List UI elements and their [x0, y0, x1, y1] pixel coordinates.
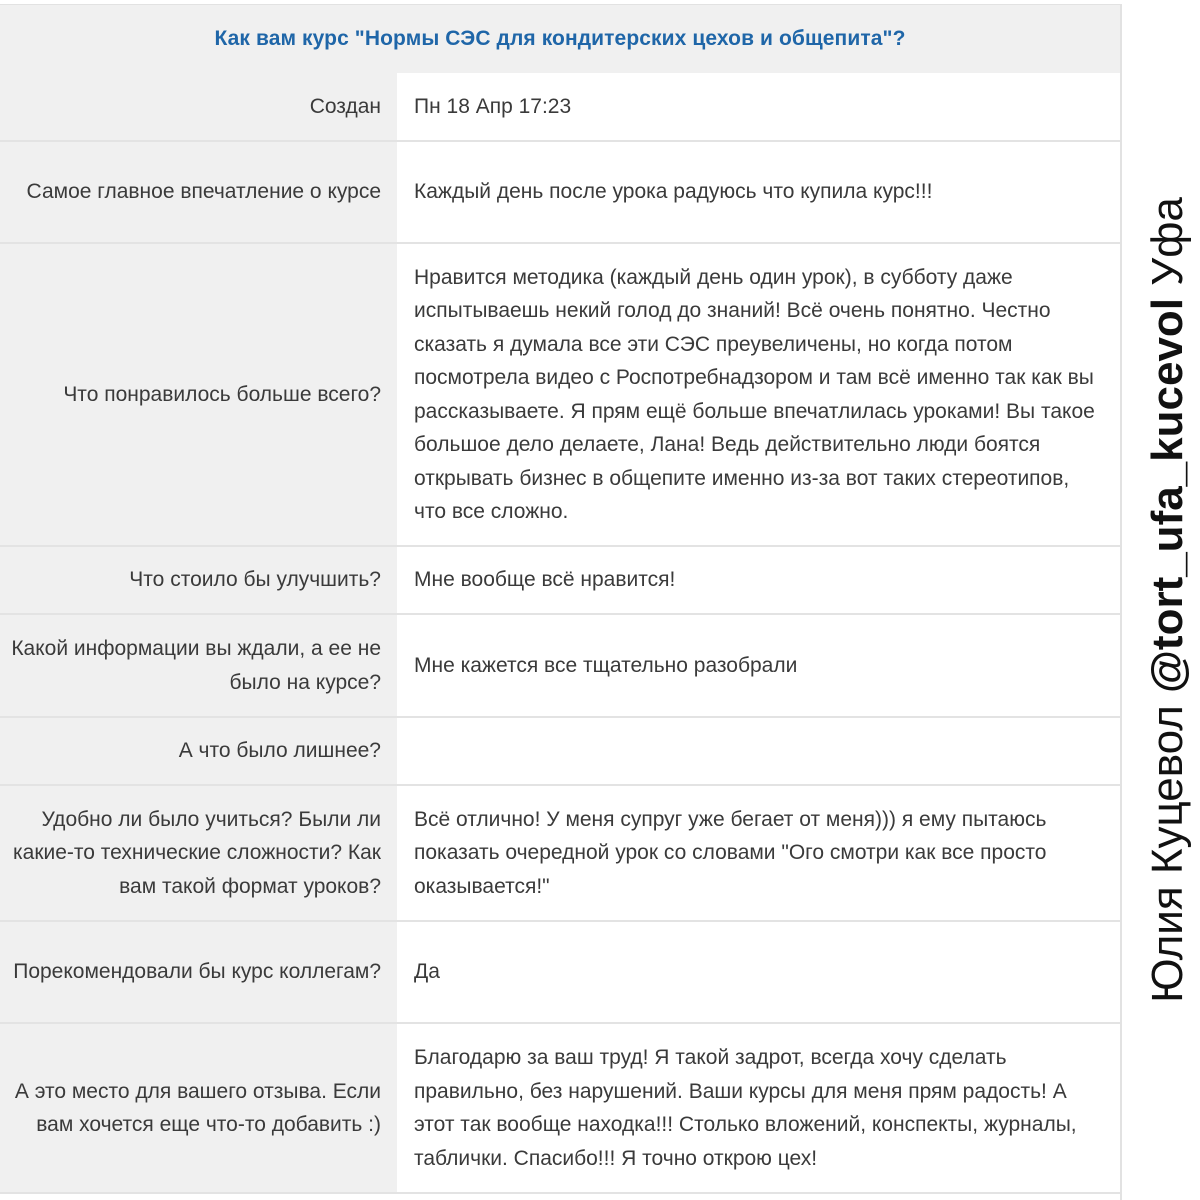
row-value: Мне кажется все тщательно разобрали — [397, 615, 1120, 716]
row-review — [0, 1024, 1120, 1194]
row-label: Порекомендовали бы курс коллегам? — [0, 922, 397, 1022]
row-label: Какой информации вы ждали, а ее не было на курсе? — [0, 615, 397, 716]
row-label: А что было лишнее? — [0, 718, 397, 784]
row-recommend — [0, 922, 1120, 1024]
watermark-city: Уфа — [1143, 197, 1193, 286]
row-value: Благодарю за ваш труд! Я такой задрот, всегда хочу сделать правильно, без нарушений. Ваши курсы для меня прям радость! А этот так вообще находка!!! Столько вложений, конспекты, журналы, таблички. Спасибо!!! Я точно открою цех! — [397, 1024, 1120, 1192]
row-value: Пн 18 Апр 17:23 — [397, 73, 1120, 140]
row-label: Что понравилось больше всего? — [0, 244, 397, 545]
form-title: Как вам курс "Нормы СЭС для кондитерских цехов и общепита"? — [0, 5, 1120, 73]
row-label: Самое главное впечатление о курсе — [0, 142, 397, 242]
row-value: Да — [397, 922, 1120, 1022]
row-value — [397, 718, 1120, 784]
row-value: Каждый день после урока радуюсь что купила курс!!! — [397, 142, 1120, 242]
author-watermark — [1136, 0, 1200, 1200]
row-value: Нравится методика (каждый день один урок), в субботу даже испытываешь некий голод до знаний! Всё очень понятно. Честно сказать я думала все эти СЭС преувеличены, но когда потом посмотрела видео с Роспотребнадзором и там всё именно так как вы рассказываете. Я прям ещё больше впечатлилась уроками! Вы такое большое дело делаете, Лана! Ведь действительно люди боятся открывать бизнес в общепите именно из-за вот таких стереотипов, что все сложно. — [397, 244, 1120, 545]
feedback-form-panel — [0, 4, 1122, 1200]
row-created — [0, 73, 1120, 142]
row-main-impression — [0, 142, 1120, 244]
row-convenience — [0, 786, 1120, 922]
row-liked-most — [0, 244, 1120, 547]
row-value: Мне вообще всё нравится! — [397, 547, 1120, 613]
row-missing-info — [0, 615, 1120, 718]
row-label: Удобно ли было учиться? Были ли какие-то технические сложности? Как вам такой формат уроков? — [0, 786, 397, 920]
row-label: Создан — [0, 73, 397, 140]
row-label: Что стоило бы улучшить? — [0, 547, 397, 613]
row-value: Всё отлично! У меня супруг уже бегает от меня))) я ему пытаюсь показать очередной урок со словами "Ого смотри как все просто оказывается!" — [397, 786, 1120, 920]
row-label: А это место для вашего отзыва. Если вам хочется еще что-то добавить :) — [0, 1024, 397, 1192]
row-extra — [0, 718, 1120, 786]
watermark-name: Юлия Куцевол — [1143, 705, 1193, 1003]
watermark-handle: @tort_ufa_kucevol — [1143, 297, 1193, 693]
row-improve — [0, 547, 1120, 615]
watermark-text — [1143, 197, 1193, 1003]
